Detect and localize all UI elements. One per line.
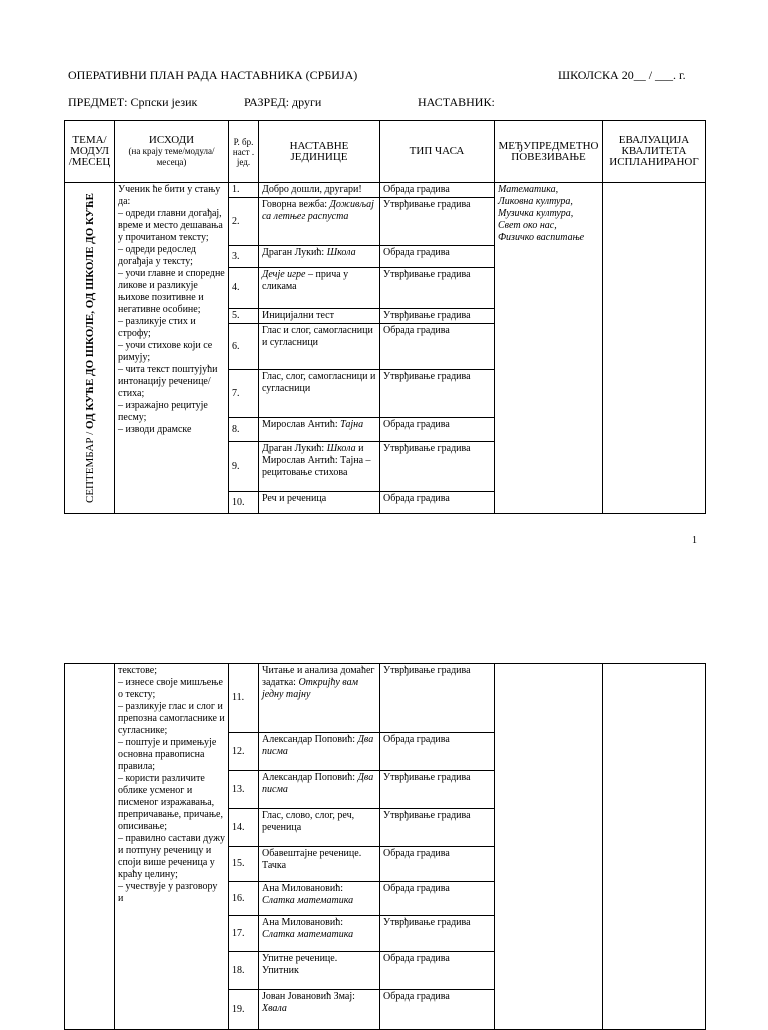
unit-title-italic: Два писма [262,734,374,757]
unit-name [259,916,380,952]
table-row [65,183,706,198]
unit-number: 14. [229,809,259,847]
unit-number: 15. [229,847,259,882]
lesson-type: Утврђивање градива [380,309,495,324]
school-year: ШКОЛСКА 20__ / ___. г. [558,68,686,82]
unit-text: Обавештајне реченице. Тачка [262,848,362,871]
unit-name [259,198,380,246]
unit-name [259,733,380,771]
unit-number: 6. [229,324,259,370]
unit-number: 17. [229,916,259,952]
lesson-type: Обрада градива [380,990,495,1030]
unit-name [259,370,380,418]
outcomes-cell: текстове; – изнесе своје мишљење о тексту; – разликује глас и слог и препозна самогласнике и сугласнике; – поштује и примењује основна правописна правила; – користи различите облике усменог и писменог изражавања, препричавање, причање, описивање; – правилно састави дужу и потпуну реченицу и споји више реченица у краћу целину; – учествује у разговору и [115,664,229,1030]
unit-text-after: и Мирослав Антић: Тајна – рецитовање стихова [262,443,371,478]
unit-text: Иницијални тест [262,310,334,321]
table-row [65,664,706,733]
unit-name [259,246,380,268]
unit-title-italic: Слатка математика [262,929,354,940]
col-theme-header: ТЕМА/ МОДУЛ /МЕСЕЦ [65,121,115,183]
unit-name [259,442,380,492]
plan-table-page2 [64,663,706,1030]
lesson-type: Обрада градива [380,418,495,442]
unit-text: Говорна вежба: [262,199,328,210]
unit-text: Читање и анализа домаћег задатка: [262,665,375,688]
unit-number: 16. [229,882,259,916]
unit-title-italic: Два писма [262,772,374,795]
unit-name [259,183,380,198]
evaluation-cell [603,183,706,514]
evaluation-cell [603,664,706,1030]
col-type-header: ТИП ЧАСА [380,121,495,183]
unit-number: 9. [229,442,259,492]
outcomes-title: ИСХОДИ [148,134,195,146]
lesson-type: Утврђивање градива [380,198,495,246]
lesson-type: Обрада градива [380,952,495,990]
col-units-header: НАСТАВНЕ ЈЕДИНИЦЕ [259,121,380,183]
page-number: 1 [692,535,697,546]
unit-title-italic: Доживљај са летњег распуста [262,199,374,222]
unit-text: Глас, слово, слог, реч, реченица [262,810,355,833]
lesson-type: Обрада градива [380,492,495,514]
unit-title-italic: Хвала [262,1003,287,1014]
unit-text: Мирослав Антић: [262,419,338,430]
unit-name [259,324,380,370]
unit-title-italic: Дечје игре [262,269,306,280]
unit-title-italic: Слатка математика [262,895,354,906]
col-num-header: Р. бр. наст . јед. [229,121,259,183]
unit-text: Реч и реченица [262,493,327,504]
unit-text: Драган Лукић: [262,443,325,454]
unit-text: Упитне реченице. Упитник [262,953,338,976]
lesson-type: Утврђивање градива [380,268,495,309]
lesson-type: Обрада градива [380,882,495,916]
unit-name [259,664,380,733]
unit-number: 11. [229,664,259,733]
unit-name [259,882,380,916]
unit-name [259,771,380,809]
unit-title-italic: Школа [326,247,356,258]
unit-name [259,847,380,882]
lesson-type: Обрада градива [380,733,495,771]
unit-name [259,418,380,442]
outcomes-subtitle: (на крају теме/модула/месеца) [128,146,215,167]
col-outcomes-header [115,121,229,183]
unit-text: Јован Јовановић Змај: [262,991,355,1002]
subject-label: ПРЕДМЕТ: Српски језик [68,95,198,109]
unit-text: Глас и слог, самогласници и сугласници [262,325,373,348]
unit-text: Александар Поповић: [262,772,356,783]
unit-text: Добро дошли, другари! [262,184,362,195]
table-header-row [65,121,706,183]
unit-number: 5. [229,309,259,324]
teacher-label: НАСТАВНИК: [418,95,495,109]
unit-name [259,309,380,324]
theme-cell [65,183,115,514]
col-correlation-header: МЕЂУПРЕДМЕТНО ПОВЕЗИВАЊЕ [495,121,603,183]
lesson-type: Утврђивање градива [380,809,495,847]
plan-title: ОПЕРАТИВНИ ПЛАН РАДА НАСТАВНИКА (СРБИЈА) [68,68,358,82]
unit-name [259,268,380,309]
lesson-type: Обрада градива [380,246,495,268]
unit-number: 2. [229,198,259,246]
theme-cell [65,664,115,1030]
lesson-type: Утврђивање градива [380,370,495,418]
unit-number: 18. [229,952,259,990]
lesson-type: Утврђивање градива [380,771,495,809]
unit-text: Александар Поповић: [262,734,356,745]
unit-name [259,492,380,514]
correlation-cell: Математика, Ликовна култура, Музичка култура, Свет око нас, Физичко васпитање [495,183,603,514]
unit-number: 1. [229,183,259,198]
unit-text-after: – прича у сликама [262,269,349,292]
unit-title-italic: Тајна [340,419,364,430]
unit-number: 4. [229,268,259,309]
lesson-type: Утврђивање градива [380,664,495,733]
lesson-type: Утврђивање градива [380,916,495,952]
correlation-cell [495,664,603,1030]
unit-name [259,809,380,847]
plan-table-page1 [64,120,706,514]
unit-title-italic: Школа [326,443,356,454]
outcomes-cell: Ученик ће бити у стању да: – одреди главни догађај, време и место дешавања у прочитаном тексту; – одреди редослед догађаја у тексту; – уочи главне и споредне ликове и разликује њихове позитивне и негативне особине; – разликује стих и строфу; – уочи стихове који се римују; – чита текст поштујући интонацију реченице/стиха; – изражајно рецитује песму; – изводи драмске [115,183,229,514]
col-evaluation-header: ЕВАЛУАЦИЈА КВАЛИТЕТА ИСПЛАНИРАНОГ [603,121,706,183]
unit-number: 19. [229,990,259,1030]
unit-number: 13. [229,771,259,809]
lesson-type: Обрада градива [380,847,495,882]
unit-text: Глас, слог, самогласници и сугласници [262,371,376,394]
unit-number: 7. [229,370,259,418]
unit-text: Ана Миловановић: [262,917,343,928]
unit-text: Драган Лукић: [262,247,325,258]
unit-number: 8. [229,418,259,442]
unit-number: 3. [229,246,259,268]
lesson-type: Обрада градива [380,183,495,198]
unit-name [259,952,380,990]
unit-text: Ана Миловановић: [262,883,343,894]
lesson-type: Обрада градива [380,324,495,370]
unit-number: 10. [229,492,259,514]
grade-label: РАЗРЕД: други [244,95,322,109]
theme-vertical-text: СЕПТЕМБАР / ОД КУЋЕ ДО ШКОЛЕ, ОД ШКОЛЕ ДО КУЋЕ [83,193,96,503]
lesson-type: Утврђивање градива [380,442,495,492]
unit-title-italic: Откријћу вам једну тајну [262,677,358,700]
unit-number: 12. [229,733,259,771]
